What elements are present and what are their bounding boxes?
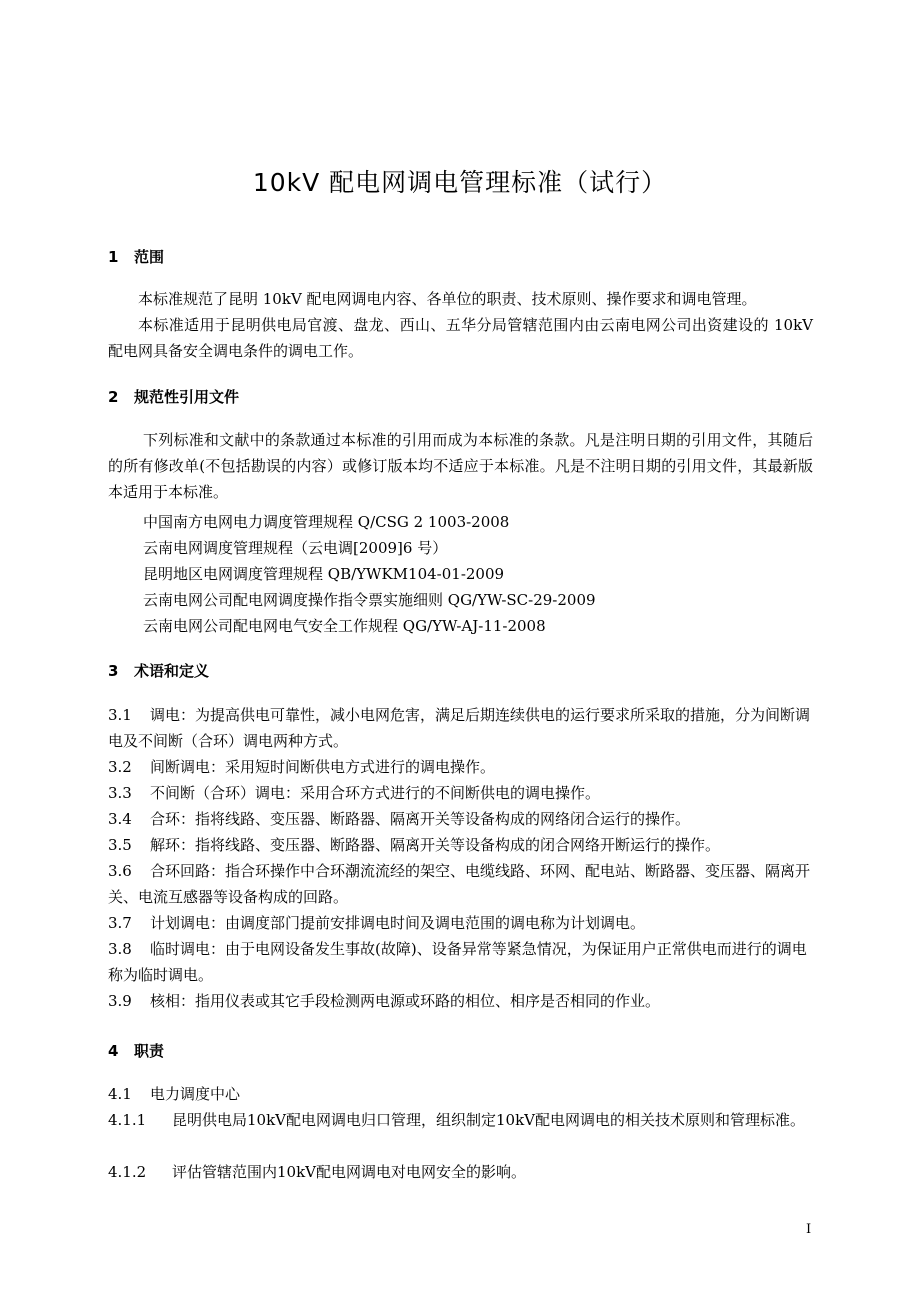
section-heading-references	[108, 386, 239, 407]
references-intro: 下列标准和文献中的条款通过本标准的引用而成为本标准的条款。凡是注明日期的引用文件，其随后的所有修改单(不包括勘误的内容）或修订版本均不适应于本标准。凡是不注明日期的引用文件，其最新版本适用于本标准。	[108, 431, 813, 501]
clause-text: 间断调电：采用短时间断供电方式进行的调电操作。	[150, 758, 496, 776]
duty-clause	[108, 1159, 813, 1185]
term-clause	[108, 806, 813, 832]
clause-number: 3.4	[108, 810, 132, 828]
clause-number: 4.1	[108, 1085, 132, 1103]
term-clause	[108, 936, 813, 988]
clause-number: 4.1.2	[108, 1163, 147, 1181]
clause-number: 3.5	[108, 836, 132, 854]
section-title: 规范性引用文件	[134, 388, 240, 406]
clause-number: 3.8	[108, 940, 132, 958]
section-number: 1	[108, 248, 119, 266]
clause-number: 3.6	[108, 862, 132, 880]
clause-number: 3.3	[108, 784, 132, 802]
term-clause	[108, 988, 813, 1014]
term-clause	[108, 832, 813, 858]
clause-number: 3.7	[108, 914, 132, 932]
clause-text: 合环：指将线路、变压器、断路器、隔离开关等设备构成的网络闭合运行的操作。	[150, 810, 691, 828]
section-title: 职责	[134, 1042, 165, 1060]
reference-item: 云南电网调度管理规程（云电调[2009]6 号）	[143, 539, 448, 557]
section-heading-duties	[108, 1040, 164, 1061]
page-number: I	[806, 1222, 812, 1237]
term-clause	[108, 780, 813, 806]
clause-text: 评估管辖范围内10kV配电网调电对电网安全的影响。	[172, 1163, 527, 1181]
section-heading-scope	[108, 246, 164, 267]
clause-text: 不间断（合环）调电：采用合环方式进行的不间断供电的调电操作。	[150, 784, 601, 802]
duty-clause	[108, 1107, 813, 1133]
clause-number: 3.9	[108, 992, 132, 1010]
reference-item: 云南电网公司配电网电气安全工作规程 QG/YW-AJ-11-2008	[143, 617, 546, 635]
term-clause	[108, 910, 813, 936]
clause-text: 解环：指将线路、变压器、断路器、隔离开关等设备构成的闭合网络开断运行的操作。	[150, 836, 721, 854]
clause-text: 昆明供电局10kV配电网调电归口管理，组织制定10kV配电网调电的相关技术原则和管理标准。	[172, 1111, 806, 1129]
clause-text: 临时调电：由于电网设备发生事故(故障)、设备异常等紧急情况，为保证用户正常供电而进行的调电称为临时调电。	[108, 940, 807, 984]
clause-text: 电力调度中心	[150, 1085, 241, 1103]
clause-number: 4.1.1	[108, 1111, 147, 1129]
duty-clause	[108, 1081, 813, 1107]
reference-item: 云南电网公司配电网调度操作指令票实施细则 QG/YW-SC-29-2009	[143, 591, 596, 609]
section-title: 术语和定义	[134, 662, 210, 680]
reference-item: 中国南方电网电力调度管理规程 Q/CSG 2 1003-2008	[143, 513, 510, 531]
clause-text: 调电：为提高供电可靠性，减小电网危害，满足后期连续供电的运行要求所采取的措施，分为间断调电及不间断（合环）调电两种方式。	[108, 706, 811, 750]
term-clause	[108, 858, 813, 910]
scope-paragraph-1: 本标准规范了昆明 10kV 配电网调电内容、各单位的职责、技术原则、操作要求和调电管理。	[138, 290, 757, 308]
clause-text: 核相：指用仪表或其它手段检测两电源或环路的相位、相序是否相同的作业。	[150, 992, 661, 1010]
reference-item: 昆明地区电网调度管理规程 QB/YWKM104-01-2009	[143, 565, 505, 583]
section-number: 3	[108, 662, 119, 680]
scope-paragraph-2: 本标准适用于昆明供电局官渡、盘龙、西山、五华分局管辖范围内由云南电网公司出资建设的 10kV 配电网具备安全调电条件的调电工作。	[108, 316, 813, 360]
clause-number: 3.1	[108, 706, 132, 724]
clause-number: 3.2	[108, 758, 132, 776]
clause-text: 合环回路：指合环操作中合环潮流流经的架空、电缆线路、环网、配电站、断路器、变压器、隔离开关、电流互感器等设备构成的回路。	[108, 862, 811, 906]
section-number: 4	[108, 1042, 119, 1060]
section-title: 范围	[134, 248, 165, 266]
clause-text: 计划调电：由调度部门提前安排调电时间及调电范围的调电称为计划调电。	[150, 914, 646, 932]
term-clause	[108, 702, 813, 754]
section-heading-terms	[108, 660, 209, 681]
section-number: 2	[108, 388, 119, 406]
page-title: 10kV 配电网调电管理标准（试行）	[252, 168, 668, 197]
term-clause	[108, 754, 813, 780]
